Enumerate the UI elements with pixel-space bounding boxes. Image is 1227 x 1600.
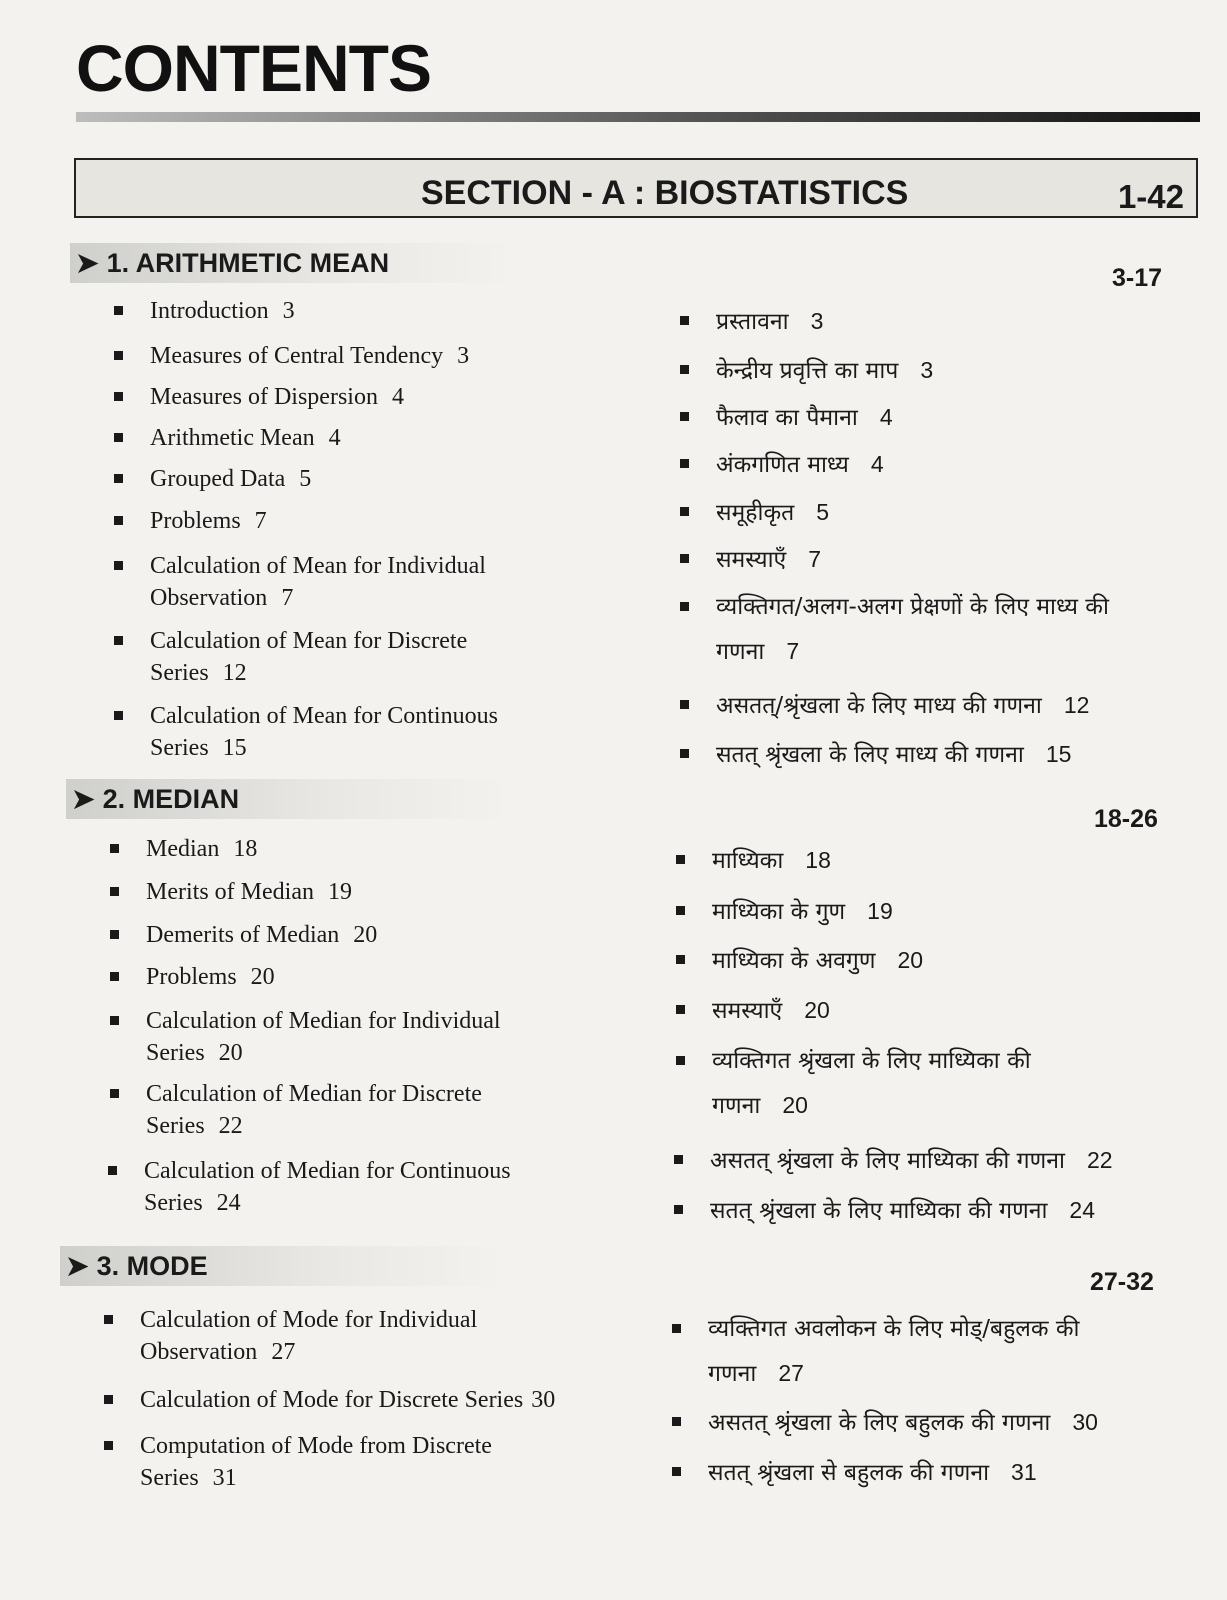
toc-item: Measures of Central Tendency 3 xyxy=(150,340,469,372)
section-title: SECTION - A : BIOSTATISTICS xyxy=(421,174,909,212)
toc-item-hindi: व्यक्तिगत अवलोकन के लिए मोड्/बहुलक की गणना 27 xyxy=(708,1307,1079,1396)
arrow-icon: ➤ xyxy=(66,1251,89,1281)
toc-item-hindi: माध्यिका के अवगुण 20 xyxy=(712,938,923,983)
chapter-heading: ➤ 2. MEDIAN xyxy=(66,779,512,819)
bullet-icon xyxy=(110,887,119,896)
section-header xyxy=(74,158,1198,218)
bullet-icon xyxy=(674,1205,683,1214)
toc-item: Calculation of Median for Discrete Series 22 xyxy=(146,1078,482,1142)
bullet-icon xyxy=(672,1324,681,1333)
bullet-icon xyxy=(104,1315,113,1324)
bullet-icon xyxy=(114,516,123,525)
toc-item: Calculation of Mean for Individual Observation 7 xyxy=(150,550,486,614)
toc-item-hindi: समस्याएँ 20 xyxy=(712,988,830,1033)
toc-item: Calculation of Median for Continuous Series 24 xyxy=(144,1155,511,1219)
bullet-icon xyxy=(110,972,119,981)
toc-item: Calculation of Mode for Individual Observation 27 xyxy=(140,1304,477,1368)
bullet-icon xyxy=(672,1417,681,1426)
toc-item: Calculation of Mean for Continuous Series 15 xyxy=(150,700,498,764)
bullet-icon xyxy=(114,351,123,360)
toc-item-hindi: सतत् श्रृंखला के लिए माध्यिका की गणना 24 xyxy=(710,1188,1095,1233)
bullet-icon xyxy=(680,459,689,468)
bullet-icon xyxy=(680,412,689,421)
bullet-icon xyxy=(110,1089,119,1098)
toc-item-hindi: केन्द्रीय प्रवृत्ति का माप 3 xyxy=(716,348,933,393)
toc-item-hindi: असतत्/श्रृंखला के लिए माध्य की गणना 12 xyxy=(716,683,1089,728)
bullet-icon xyxy=(680,316,689,325)
bullet-icon xyxy=(108,1166,117,1175)
toc-item: Computation of Mode from Discrete Series 31 xyxy=(140,1430,492,1494)
bullet-icon xyxy=(110,844,119,853)
toc-item-hindi: व्यक्तिगत/अलग-अलग प्रेक्षणों के लिए माध्य की गणना 7 xyxy=(716,585,1109,674)
bullet-icon xyxy=(114,561,123,570)
bullet-icon xyxy=(104,1395,113,1404)
toc-item-hindi: अंकगणित माध्य 4 xyxy=(716,442,884,487)
arrow-icon: ➤ xyxy=(76,248,99,278)
toc-item: Problems 7 xyxy=(150,505,267,537)
toc-item: Measures of Dispersion 4 xyxy=(150,381,404,413)
section-pages: 1-42 xyxy=(1117,178,1184,215)
bullet-icon xyxy=(680,365,689,374)
chapter-heading: ➤ 1. ARITHMETIC MEAN xyxy=(70,243,516,283)
toc-item: Calculation of Mode for Discrete Series 30 xyxy=(140,1384,555,1416)
chapter-heading: ➤ 3. MODE xyxy=(60,1246,506,1286)
page-title: CONTENTS xyxy=(76,31,431,105)
bullet-icon xyxy=(676,906,685,915)
toc-item-hindi: प्रस्तावना 3 xyxy=(716,299,823,344)
bullet-icon xyxy=(674,1155,683,1164)
toc-item-hindi: सतत् श्रृंखला के लिए माध्य की गणना 15 xyxy=(716,732,1071,777)
chapter-pages: 3-17 xyxy=(1112,264,1163,292)
bullet-icon xyxy=(680,602,689,611)
bullet-icon xyxy=(110,1016,119,1025)
bullet-icon xyxy=(680,554,689,563)
toc-item-hindi: समूहीकृत 5 xyxy=(716,490,829,535)
title-rule xyxy=(76,112,1200,122)
toc-item: Grouped Data 5 xyxy=(150,463,311,495)
toc-item: Median 18 xyxy=(146,833,257,865)
bullet-icon xyxy=(110,930,119,939)
toc-item: Arithmetic Mean 4 xyxy=(150,422,341,454)
toc-item-hindi: फैलाव का पैमाना 4 xyxy=(716,395,893,440)
bullet-icon xyxy=(676,1005,685,1014)
toc-item-hindi: असतत् श्रृंखला के लिए माध्यिका की गणना 22 xyxy=(710,1138,1113,1183)
bullet-icon xyxy=(114,392,123,401)
toc-item: Problems 20 xyxy=(146,961,275,993)
toc-item-hindi: माध्यिका 18 xyxy=(712,838,831,883)
bullet-icon xyxy=(114,474,123,483)
toc-item-hindi: सतत् श्रृंखला से बहुलक की गणना 31 xyxy=(708,1450,1037,1495)
bullet-icon xyxy=(676,855,685,864)
bullet-icon xyxy=(114,711,123,720)
toc-item-hindi: व्यक्तिगत श्रृंखला के लिए माध्यिका की गणना 20 xyxy=(712,1039,1031,1128)
toc-item: Merits of Median 19 xyxy=(146,876,352,908)
bullet-icon xyxy=(672,1467,681,1476)
bullet-icon xyxy=(114,636,123,645)
toc-item-hindi: माध्यिका के गुण 19 xyxy=(712,889,893,934)
bullet-icon xyxy=(680,507,689,516)
bullet-icon xyxy=(114,433,123,442)
toc-item: Demerits of Median 20 xyxy=(146,919,377,951)
toc-item: Calculation of Mean for Discrete Series 12 xyxy=(150,625,467,689)
bullet-icon xyxy=(680,700,689,709)
toc-item: Calculation of Median for Individual Series 20 xyxy=(146,1005,501,1069)
toc-item: Introduction 3 xyxy=(150,295,295,327)
bullet-icon xyxy=(104,1441,113,1450)
bullet-icon xyxy=(114,306,123,315)
chapter-pages: 27-32 xyxy=(1090,1268,1154,1296)
bullet-icon xyxy=(680,749,689,758)
bullet-icon xyxy=(676,1056,685,1065)
arrow-icon: ➤ xyxy=(72,784,95,814)
toc-item-hindi: असतत् श्रृंखला के लिए बहुलक की गणना 30 xyxy=(708,1400,1098,1445)
bullet-icon xyxy=(676,955,685,964)
toc-item-hindi: समस्याएँ 7 xyxy=(716,537,821,582)
chapter-pages: 18-26 xyxy=(1094,805,1158,833)
